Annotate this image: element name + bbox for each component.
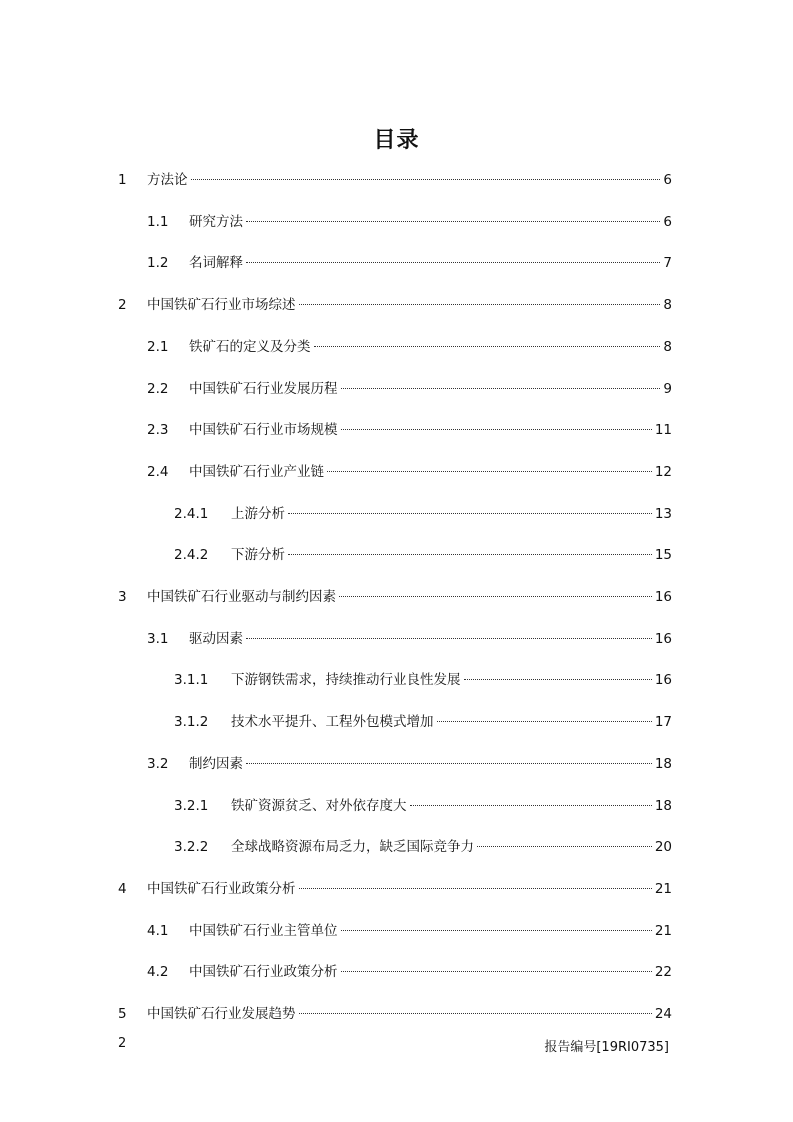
toc-entry-page: 9 <box>663 380 672 397</box>
toc-entry-page: 20 <box>654 839 672 856</box>
toc-entry-page: 12 <box>654 463 672 480</box>
toc-entry-text: 研究方法 <box>189 213 243 230</box>
toc-dot-leader <box>464 678 652 680</box>
toc-entry-page: 22 <box>654 964 672 981</box>
toc-entry-page: 21 <box>654 880 672 897</box>
toc-entry-page: 7 <box>663 255 672 272</box>
toc-entry-text: 下游钢铁需求，持续推动行业良性发展 <box>231 672 461 689</box>
toc-entry-number: 3.2.2 <box>174 839 209 856</box>
toc-dot-leader <box>246 637 652 639</box>
toc-entry-number: 3.1.1 <box>174 672 209 689</box>
toc-entry-page: 17 <box>654 714 672 731</box>
toc-dot-leader <box>341 387 661 389</box>
toc-entry[interactable] <box>174 670 672 690</box>
toc-entry-text: 技术水平提升、工程外包模式增加 <box>231 714 434 731</box>
toc-entry-text: 中国铁矿石行业市场规模 <box>189 422 338 439</box>
toc-entry[interactable] <box>147 921 672 941</box>
toc-entry[interactable] <box>147 337 672 357</box>
toc-dot-leader <box>314 345 661 347</box>
toc-entry-page: 8 <box>663 338 672 355</box>
toc-entry-number: 2.1 <box>147 338 169 355</box>
toc-entry-number: 1.2 <box>147 255 169 272</box>
toc-entry-text: 全球战略资源布局乏力，缺乏国际竞争力 <box>231 839 474 856</box>
toc-entry-text: 中国铁矿石行业发展趋势 <box>147 1006 296 1022</box>
toc-entry-page: 8 <box>663 297 672 314</box>
toc-entry[interactable] <box>174 545 672 565</box>
toc-entry-text: 上游分析 <box>231 505 285 522</box>
toc-dot-leader <box>477 845 652 847</box>
toc-entry-page: 15 <box>654 547 672 564</box>
toc-dot-leader <box>299 303 661 305</box>
toc-entry-number: 3.2.1 <box>174 797 209 814</box>
toc-entry-page: 16 <box>654 589 672 605</box>
toc-entry[interactable] <box>147 629 672 649</box>
toc-entry-number: 2.4.1 <box>174 505 209 522</box>
toc-dot-leader <box>246 220 660 222</box>
footer-page-number: 2 <box>118 1036 127 1051</box>
toc-entry-page: 16 <box>654 672 672 689</box>
toc-entry-number: 2 <box>118 297 127 314</box>
toc-entry-page: 24 <box>654 1006 672 1022</box>
toc-dot-leader <box>288 512 652 514</box>
toc-entry-page: 18 <box>654 755 672 772</box>
toc-dot-leader <box>341 929 652 931</box>
toc-entry-page: 6 <box>663 172 672 188</box>
toc-entry-number: 2.4 <box>147 463 169 480</box>
toc-entry[interactable] <box>147 754 672 774</box>
toc-entry[interactable] <box>118 587 672 607</box>
toc-entry-text: 铁矿石的定义及分类 <box>189 338 311 355</box>
toc-entry-number: 1.1 <box>147 213 169 230</box>
toc-title: 目录 <box>373 128 420 153</box>
toc-dot-leader <box>246 762 652 764</box>
toc-entry[interactable] <box>118 170 672 190</box>
toc-entry[interactable] <box>118 295 672 315</box>
toc-entry-page: 13 <box>654 505 672 522</box>
toc-entry[interactable] <box>147 253 672 273</box>
toc-entry-number: 3.1.2 <box>174 714 209 731</box>
toc-entry-text: 中国铁矿石行业市场综述 <box>147 297 296 314</box>
toc-dot-leader <box>341 970 652 972</box>
toc-entry[interactable] <box>118 1004 672 1024</box>
toc-entry-number: 4.1 <box>147 922 169 939</box>
toc-dot-leader <box>299 887 652 889</box>
toc-entry-text: 中国铁矿石行业主管单位 <box>189 922 338 939</box>
footer-report-id: 报告编号[19RI0735] <box>544 1040 669 1055</box>
toc-dot-leader <box>341 428 652 430</box>
toc-entry-text: 中国铁矿石行业政策分析 <box>189 964 338 981</box>
toc-entry-text: 中国铁矿石行业产业链 <box>189 463 324 480</box>
toc-entry-page: 6 <box>663 213 672 230</box>
toc-entry[interactable] <box>147 212 672 232</box>
toc-entry-text: 驱动因素 <box>189 630 243 647</box>
toc-entry-number: 4.2 <box>147 964 169 981</box>
toc-entry-number: 3 <box>118 589 127 605</box>
toc-entry[interactable] <box>147 420 672 440</box>
toc-dot-leader <box>327 470 652 472</box>
toc-entry-text: 方法论 <box>147 172 188 188</box>
toc-entry[interactable] <box>174 796 672 816</box>
toc-entry-text: 名词解释 <box>189 255 243 272</box>
toc-dot-leader <box>288 553 652 555</box>
toc-entry-page: 21 <box>654 922 672 939</box>
toc-entry-number: 4 <box>118 880 127 897</box>
toc-entry[interactable] <box>118 879 672 899</box>
toc-entry-number: 2.4.2 <box>174 547 209 564</box>
toc-dot-leader <box>191 178 661 180</box>
toc-dot-leader <box>246 261 660 263</box>
toc-entry-page: 16 <box>654 630 672 647</box>
toc-entry[interactable] <box>147 379 672 399</box>
toc-dot-leader <box>339 595 652 597</box>
toc-entry-text: 中国铁矿石行业驱动与制约因素 <box>147 589 336 605</box>
toc-entry-number: 2.3 <box>147 422 169 439</box>
toc-entry-number: 5 <box>118 1006 127 1022</box>
toc-entry-number: 3.1 <box>147 630 169 647</box>
toc-entry-number: 3.2 <box>147 755 169 772</box>
toc-entry-text: 制约因素 <box>189 755 243 772</box>
toc-dot-leader <box>299 1012 652 1014</box>
toc-entry-number: 2.2 <box>147 380 169 397</box>
toc-entry[interactable] <box>174 712 672 732</box>
toc-entry-text: 中国铁矿石行业政策分析 <box>147 880 296 897</box>
toc-entry[interactable] <box>174 837 672 857</box>
toc-entry-page: 18 <box>654 797 672 814</box>
toc-entry[interactable] <box>147 462 672 482</box>
toc-dot-leader <box>410 804 652 806</box>
toc-entry-text: 下游分析 <box>231 547 285 564</box>
toc-entry[interactable] <box>147 962 672 982</box>
toc-entry[interactable] <box>174 504 672 524</box>
toc-entry-text: 铁矿资源贫乏、对外依存度大 <box>231 797 407 814</box>
toc-entry-text: 中国铁矿石行业发展历程 <box>189 380 338 397</box>
toc-entry-number: 1 <box>118 172 127 188</box>
toc-entry-page: 11 <box>654 422 672 439</box>
toc-dot-leader <box>437 720 652 722</box>
